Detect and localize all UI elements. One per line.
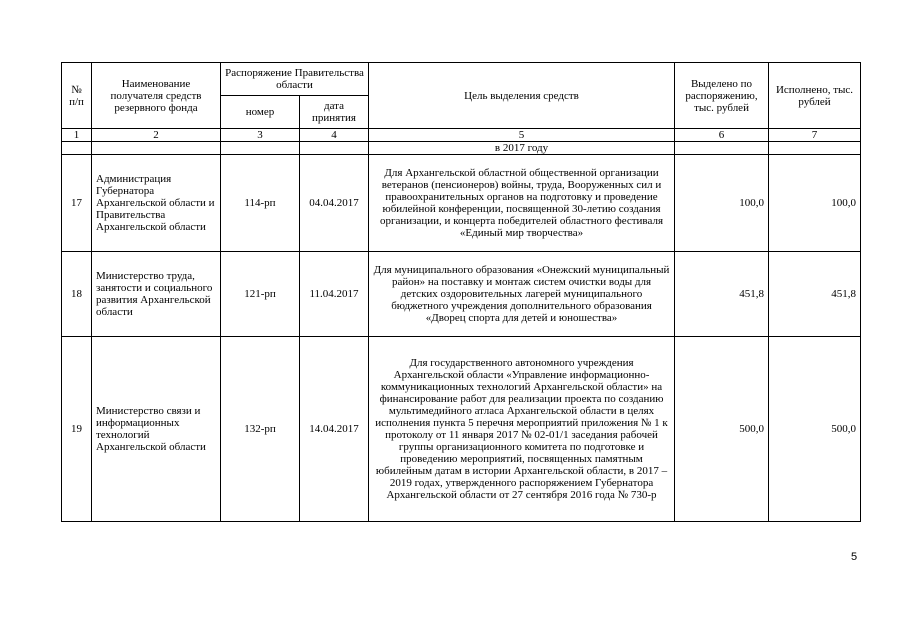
column-number: 4 xyxy=(300,129,369,142)
header-recipient: Наименование получателя средств резервного фонда xyxy=(92,63,221,129)
column-number: 2 xyxy=(92,129,221,142)
row-purpose: Для государственного автономного учреждения Архангельской области «Управление информационно-коммуникационных технологий Архангельской области» на финансирование работ для реализации проекта по созданию мультимедийного атласа Архангельской области в целях исполнения пункта 5 перечня мероприятий приложения № 1 к протоколу от 11 января 2017 № 02-01/1 заседания рабочей группы организационного комитета по подготовке и проведению мероприятий, посвященных памятным юбилейным датам в истории Архангельской области, в 2017 – 2019 годах, утвержденного распоряжением Губернатора Архангельской области от 27 сентября 2016 года № 730-р xyxy=(369,337,675,522)
table-row xyxy=(62,337,861,522)
row-no: 17 xyxy=(62,155,92,252)
year-label: в 2017 году xyxy=(369,142,675,155)
row-no: 18 xyxy=(62,252,92,337)
header-order-group: Распоряжение Правительства области xyxy=(221,63,369,96)
table-row xyxy=(62,252,861,337)
row-executed: 451,8 xyxy=(769,252,861,337)
column-number: 6 xyxy=(675,129,769,142)
row-order-date: 11.04.2017 xyxy=(300,252,369,337)
row-order-number: 114-рп xyxy=(221,155,300,252)
column-number: 5 xyxy=(369,129,675,142)
row-allocated: 500,0 xyxy=(675,337,769,522)
row-recipient: Министерство труда, занятости и социального развития Архангельской области xyxy=(92,252,221,337)
table-row xyxy=(62,155,861,252)
column-number: 7 xyxy=(769,129,861,142)
row-executed: 100,0 xyxy=(769,155,861,252)
row-order-number: 132-рп xyxy=(221,337,300,522)
header-row-1 xyxy=(62,63,861,96)
year-row xyxy=(62,142,861,155)
column-number: 3 xyxy=(221,129,300,142)
header-order-date: дата принятия xyxy=(300,96,369,129)
row-recipient: Администрация Губернатора Архангельской области и Правительства Архангельской области xyxy=(92,155,221,252)
row-purpose: Для муниципального образования «Онежский муниципальный район» на поставку и монтаж систем очистки воды для детских оздоровительных лагерей муниципального бюджетного учреждения дополнительного образования «Дворец спорта для детей и юношества» xyxy=(369,252,675,337)
row-order-date: 04.04.2017 xyxy=(300,155,369,252)
row-no: 19 xyxy=(62,337,92,522)
header-executed: Исполнено, тыс. рублей xyxy=(769,63,861,129)
page-number: 5 xyxy=(851,551,858,563)
row-order-number: 121-рп xyxy=(221,252,300,337)
reserve-fund-table xyxy=(61,62,861,522)
header-no: № п/п xyxy=(62,63,92,129)
column-number-row xyxy=(62,129,861,142)
row-executed: 500,0 xyxy=(769,337,861,522)
row-allocated: 451,8 xyxy=(675,252,769,337)
header-order-number: номер xyxy=(221,96,300,129)
column-number: 1 xyxy=(62,129,92,142)
header-allocated: Выделено по распоряжению, тыс. рублей xyxy=(675,63,769,129)
row-recipient: Министерство связи и информационных технологий Архангельской области xyxy=(92,337,221,522)
row-order-date: 14.04.2017 xyxy=(300,337,369,522)
row-purpose: Для Архангельской областной общественной организации ветеранов (пенсионеров) войны, труда, Вооруженных сил и правоохранительных органов на подготовку и проведение юбилейной конференции, посвященной 30-летию создания организации, и концерта победителей областного фестиваля «Единый мир творчества» xyxy=(369,155,675,252)
header-purpose: Цель выделения средств xyxy=(369,63,675,129)
row-allocated: 100,0 xyxy=(675,155,769,252)
